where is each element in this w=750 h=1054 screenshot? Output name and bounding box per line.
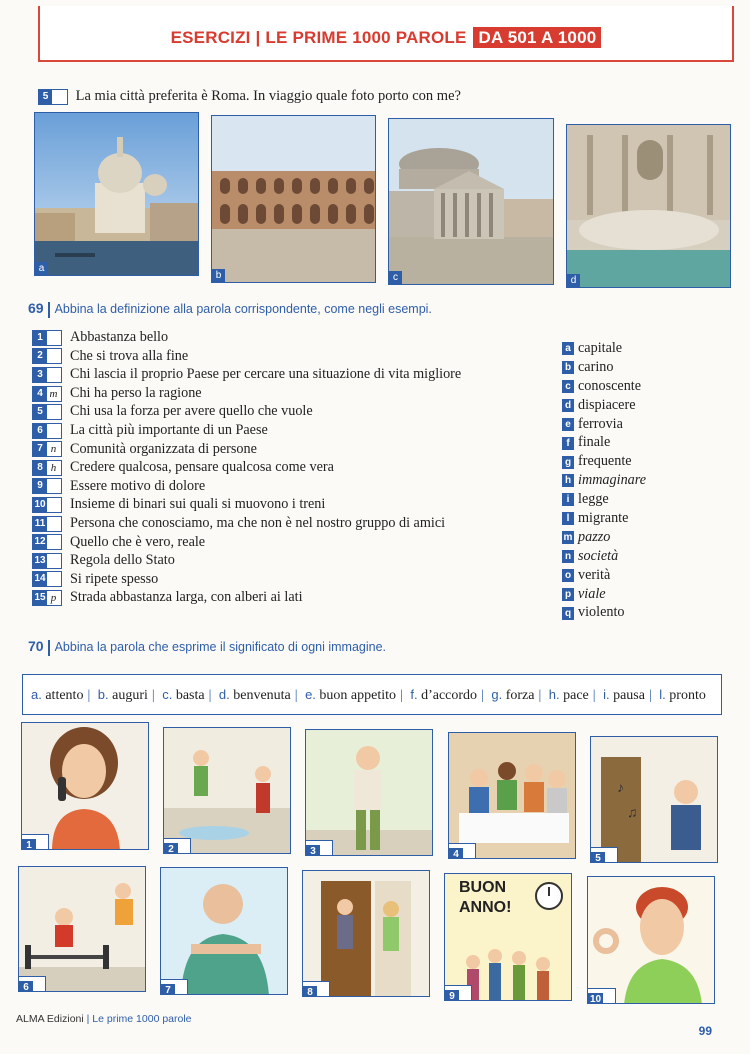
answer-box[interactable]: 2	[32, 348, 62, 364]
illustration-peace-sign[interactable]: 3	[305, 729, 433, 856]
answer-box[interactable]: 13	[32, 553, 62, 569]
definition-item: 13 Regola dello Stato	[32, 551, 552, 570]
word-option[interactable]: m pazzo	[563, 528, 611, 545]
definition-item: 9 Essere motivo di dolore	[32, 477, 552, 496]
answer-box[interactable]: 15 p	[32, 590, 62, 606]
illustration-dinner-table[interactable]: 4	[448, 732, 576, 859]
answer-box[interactable]: 9	[32, 478, 62, 494]
exercise-69-heading: 69 Abbina la definizione alla parola corrispondente, come negli esempi.	[28, 300, 432, 316]
happy-new-year-caption: BUON ANNO!	[459, 879, 512, 916]
answer-box[interactable]: 12	[32, 534, 62, 550]
word-option[interactable]: n società	[562, 547, 732, 566]
definition-item: 11 Persona che conosciamo, ma che non è nel nostro gruppo di amici	[32, 514, 552, 533]
answer-box[interactable]: 5	[32, 404, 62, 420]
illustration-time-out-gesture[interactable]: 7	[160, 867, 288, 995]
definition-item: 7 n Comunità organizzata di persone	[32, 440, 552, 459]
svg-text:♪: ♪	[617, 781, 624, 796]
definition-item: 14 Si ripete spesso	[32, 570, 552, 589]
exercise-header	[38, 6, 734, 62]
photo-naples-plebiscito[interactable]: c	[388, 118, 554, 285]
answer-box[interactable]: 8 h	[32, 460, 62, 476]
word-option[interactable]: l migrante	[562, 509, 732, 528]
word-bank: a. attento | b. auguri | c. basta | d. benvenuta | e. buon appetito | f. d’accordo | g. forza | h. pace | i. pausa | l. pronto	[22, 674, 722, 715]
answer-box[interactable]: 11	[32, 516, 62, 532]
word-list	[562, 339, 732, 622]
word-option[interactable]: c conoscente	[562, 377, 732, 396]
word-option[interactable]: e ferrovia	[562, 415, 732, 434]
definition-item: 10 Insieme di binari sui quali si muovono i treni	[32, 495, 552, 514]
definition-item: 12 Quello che è vero, reale	[32, 533, 552, 552]
illustration-noise-door[interactable]: ♪ ♫ 5	[590, 736, 718, 863]
answer-box[interactable]: 6	[32, 423, 62, 439]
word-option[interactable]: f finale	[562, 433, 732, 452]
page-footer: ALMA Edizioni | Le prime 1000 parole	[16, 1013, 192, 1025]
word-option[interactable]: p viale	[562, 585, 732, 604]
definition-item: 2 Che si trova alla fine	[32, 347, 552, 366]
photo-venice[interactable]: a	[34, 112, 199, 276]
illustration-slippery-floor[interactable]: 2	[163, 727, 291, 854]
word-option[interactable]: i legge	[562, 490, 732, 509]
photo-verona-arena[interactable]: b	[211, 115, 376, 283]
answer-box[interactable]: 4 m	[32, 386, 62, 402]
answer-box[interactable]: 10	[32, 497, 62, 513]
definition-item: 8 h Credere qualcosa, pensare qualcosa come vera	[32, 458, 552, 477]
exercise-70-heading: 70 Abbina la parola che esprime il significato di ogni immagine.	[28, 638, 387, 654]
header-highlight: DA 501 A 1000	[473, 27, 601, 48]
word-option[interactable]: o verità	[562, 566, 732, 585]
svg-text:♫: ♫	[627, 806, 638, 821]
word-option[interactable]: b carino	[562, 358, 732, 377]
answer-box[interactable]: 3	[32, 367, 62, 383]
question-text: La mia città preferita è Roma. In viaggio quale foto porto con me?	[75, 88, 461, 104]
illustration-ok-gesture[interactable]: 10	[587, 876, 715, 1004]
word-option[interactable]: g frequente	[562, 452, 732, 471]
definition-item: 4 m Chi ha perso la ragione	[32, 384, 552, 403]
word-option[interactable]: h immaginare	[562, 471, 732, 490]
definition-item: 5 Chi usa la forza per avere quello che vuole	[32, 402, 552, 421]
word-option[interactable]: q violento	[562, 603, 732, 622]
word-option[interactable]: a capitale	[562, 339, 732, 358]
definition-item: 1 Abbastanza bello	[32, 328, 552, 347]
illustration-welcome-door[interactable]: 8	[302, 870, 430, 997]
definition-item: 3 Chi lascia il proprio Paese per cercare una situazione di vita migliore	[32, 365, 552, 384]
question-5	[38, 88, 461, 105]
answer-box[interactable]: 1	[32, 330, 62, 346]
photo-trevi-fountain[interactable]: d	[566, 124, 731, 288]
illustration-weightlifting[interactable]: 6	[18, 866, 146, 992]
definition-item: 15 p Strada abbastanza larga, con alberi ai lati	[32, 588, 552, 607]
illustration-phone-call[interactable]: 1	[21, 722, 149, 850]
word-option[interactable]: d dispiacere	[562, 396, 732, 415]
illustration-happy-new-year[interactable]: BUON ANNO! 9	[444, 873, 572, 1001]
question-number-box: 5	[38, 89, 68, 105]
page-number: 99	[698, 1024, 712, 1038]
answer-box[interactable]: 7 n	[32, 441, 62, 457]
header-title: ESERCIZI | LE PRIME 1000 PAROLE DA 501 A 1000	[40, 28, 732, 48]
definitions-list	[32, 328, 552, 607]
answer-box[interactable]: 14	[32, 571, 62, 587]
definition-item: 6 La città più importante di un Paese	[32, 421, 552, 440]
